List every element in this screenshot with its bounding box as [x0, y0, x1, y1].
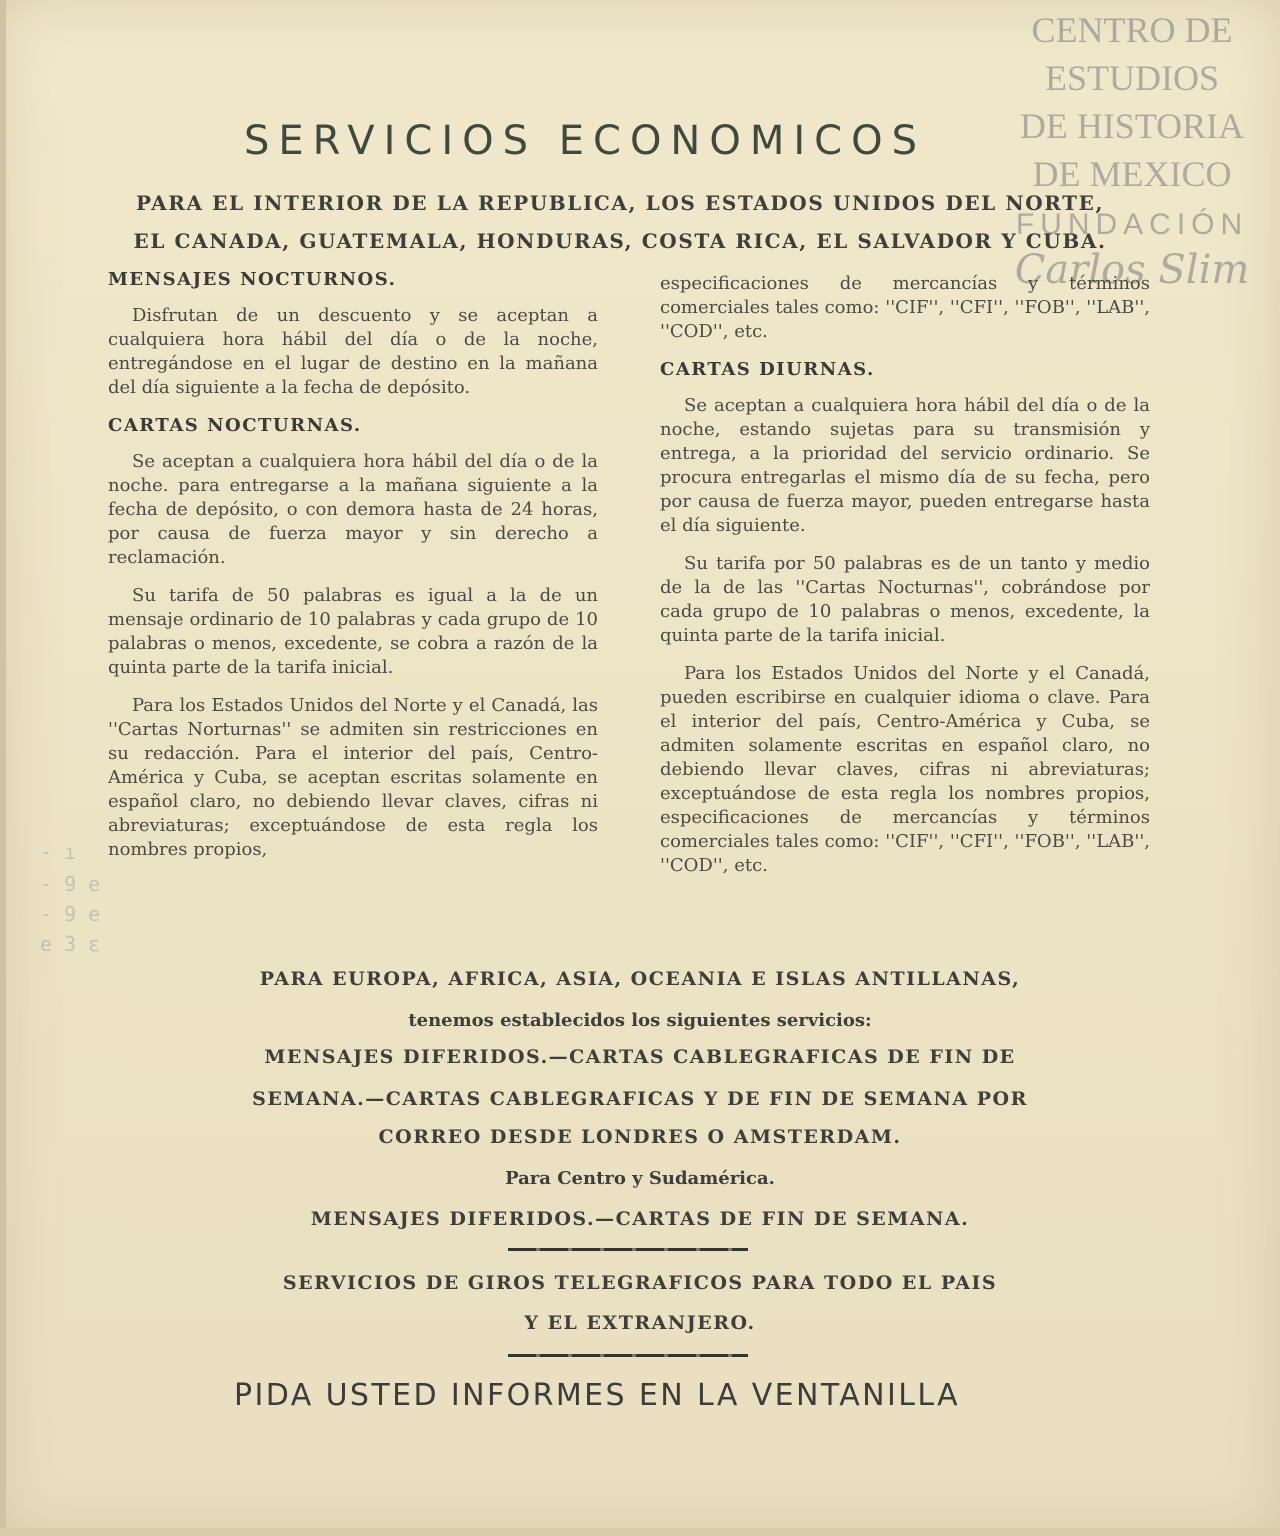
bleed-through-mark: e 3 ε: [40, 932, 101, 956]
paragraph: Su tarifa por 50 palabras es de un tanto y medio de la de las ''Cartas Nocturnas'', cobrándose por cada grupo de 10 palabras o menos, excedente, la quinta parte de la tarifa inicial.: [660, 553, 1150, 646]
europe-service-line: CORREO DESDE LONDRES O AMSTERDAM.: [378, 1126, 902, 1148]
europe-intro: tenemos establecidos los siguientes servicios:: [408, 1010, 872, 1031]
page-title: SERVICIOS ECONOMICOS: [244, 118, 926, 164]
divider-rule: [508, 1354, 748, 1357]
section-heading-cartas-diurnas: CARTAS DIURNAS.: [660, 359, 875, 380]
watermark-line: DE HISTORIA: [1019, 106, 1245, 146]
europe-service-line: MENSAJES DIFERIDOS.—CARTAS CABLEGRAFICAS DE FIN DE: [264, 1046, 1016, 1068]
giros-line: SERVICIOS DE GIROS TELEGRAFICOS PARA TODO EL PAIS: [282, 1272, 998, 1294]
america-service-line: MENSAJES DIFERIDOS.—CARTAS DE FIN DE SEMANA.: [310, 1208, 970, 1230]
watermark-signature: Carlos Slim: [1014, 247, 1250, 293]
watermark-line: ESTUDIOS: [1044, 58, 1219, 98]
left-column: [108, 268, 598, 876]
paragraph: Para los Estados Unidos del Norte y el Canadá, pueden escribirse en cualquier idioma o clave. Para el interior del país, Centro-América y Cuba, se admiten solamente escritas en español claro, no debiendo llevar claves, cifras ni abreviaturas; exceptuándose de esta regla los nombres propios, especificaciones de mercancías y términos comerciales tales como: ''CIF'', ''CFI'', ''FOB'', ''LAB'', ''COD'', etc.: [660, 663, 1150, 876]
paragraph-continuation: especificaciones de mercancías y términos comerciales tales como: ''CIF'', ''CFI'', ''FOB'', ''LAB'', ''COD'', etc.: [660, 273, 1150, 342]
page-edge-bottom: [0, 1528, 1280, 1536]
section-heading-mensajes-nocturnos: MENSAJES NOCTURNOS.: [108, 269, 397, 290]
europe-heading: PARA EUROPA, AFRICA, ASIA, OCEANIA E ISLAS ANTILLANAS,: [259, 968, 1021, 990]
paragraph: Se aceptan a cualquiera hora hábil del día o de la noche. para entregarse a la mañana siguiente a la fecha de depósito, o con demora hasta de 24 horas, por causa de fuerza mayor y sin derecho a reclamación.: [108, 451, 598, 568]
europe-service-line: SEMANA.—CARTAS CABLEGRAFICAS Y DE FIN DE SEMANA POR: [252, 1088, 1028, 1110]
page-subtitle: PARA EL INTERIOR DE LA REPUBLICA, LOS ESTADOS UNIDOS DEL NORTE, EL CANADA, GUATEMALA, HONDURAS, COSTA RICA, EL SALVADOR Y CUBA.: [133, 191, 1107, 253]
watermark-foundation: FUNDACIÓN: [1015, 208, 1249, 241]
bleed-through-mark: - 9 e: [40, 902, 101, 926]
footer-notice: PIDA USTED INFORMES EN LA VENTANILLA: [234, 1378, 961, 1413]
watermark-line: CENTRO DE: [1031, 10, 1233, 50]
giros-line: Y EL EXTRANJERO.: [524, 1312, 756, 1334]
watermark-line: DE MEXICO: [1032, 154, 1232, 194]
right-column: [660, 272, 1150, 892]
section-heading-cartas-nocturnas: CARTAS NOCTURNAS.: [108, 415, 362, 436]
bleed-through-mark: - ı: [40, 840, 77, 864]
divider-rule: [508, 1248, 748, 1251]
paragraph: Para los Estados Unidos del Norte y el Canadá, las ''Cartas Norturnas'' se admiten sin restricciones en su redacción. Para el interior del país, Centro-América y Cuba, se aceptan escritas solamente en español claro, no debiendo llevar claves, cifras ni abreviaturas; exceptuándose de esta regla los nombres propios,: [108, 695, 598, 860]
paragraph: Su tarifa de 50 palabras es igual a la de un mensaje ordinario de 10 palabras y cada grupo de 10 palabras o menos, excedente, se cobra a razón de la quinta parte de la tarifa inicial.: [108, 585, 598, 678]
bleed-through-mark: - 9 e: [40, 872, 101, 896]
america-intro: Para Centro y Sudamérica.: [505, 1168, 775, 1189]
page-edge-left: [0, 0, 6, 1536]
paragraph: Se aceptan a cualquiera hora hábil del día o de la noche, estando sujetas para su transmisión y entrega, a la prioridad del servicio ordinario. Se procura entregarlas el mismo día de su fecha, pero por causa de fuerza mayor, pueden entregarse hasta el día siguiente.: [660, 395, 1150, 536]
paragraph: Disfrutan de un descuento y se aceptan a cualquiera hora hábil del día o de la noche, entregándose en el lugar de destino en la mañana del día siguiente a la fecha de depósito.: [108, 305, 598, 398]
